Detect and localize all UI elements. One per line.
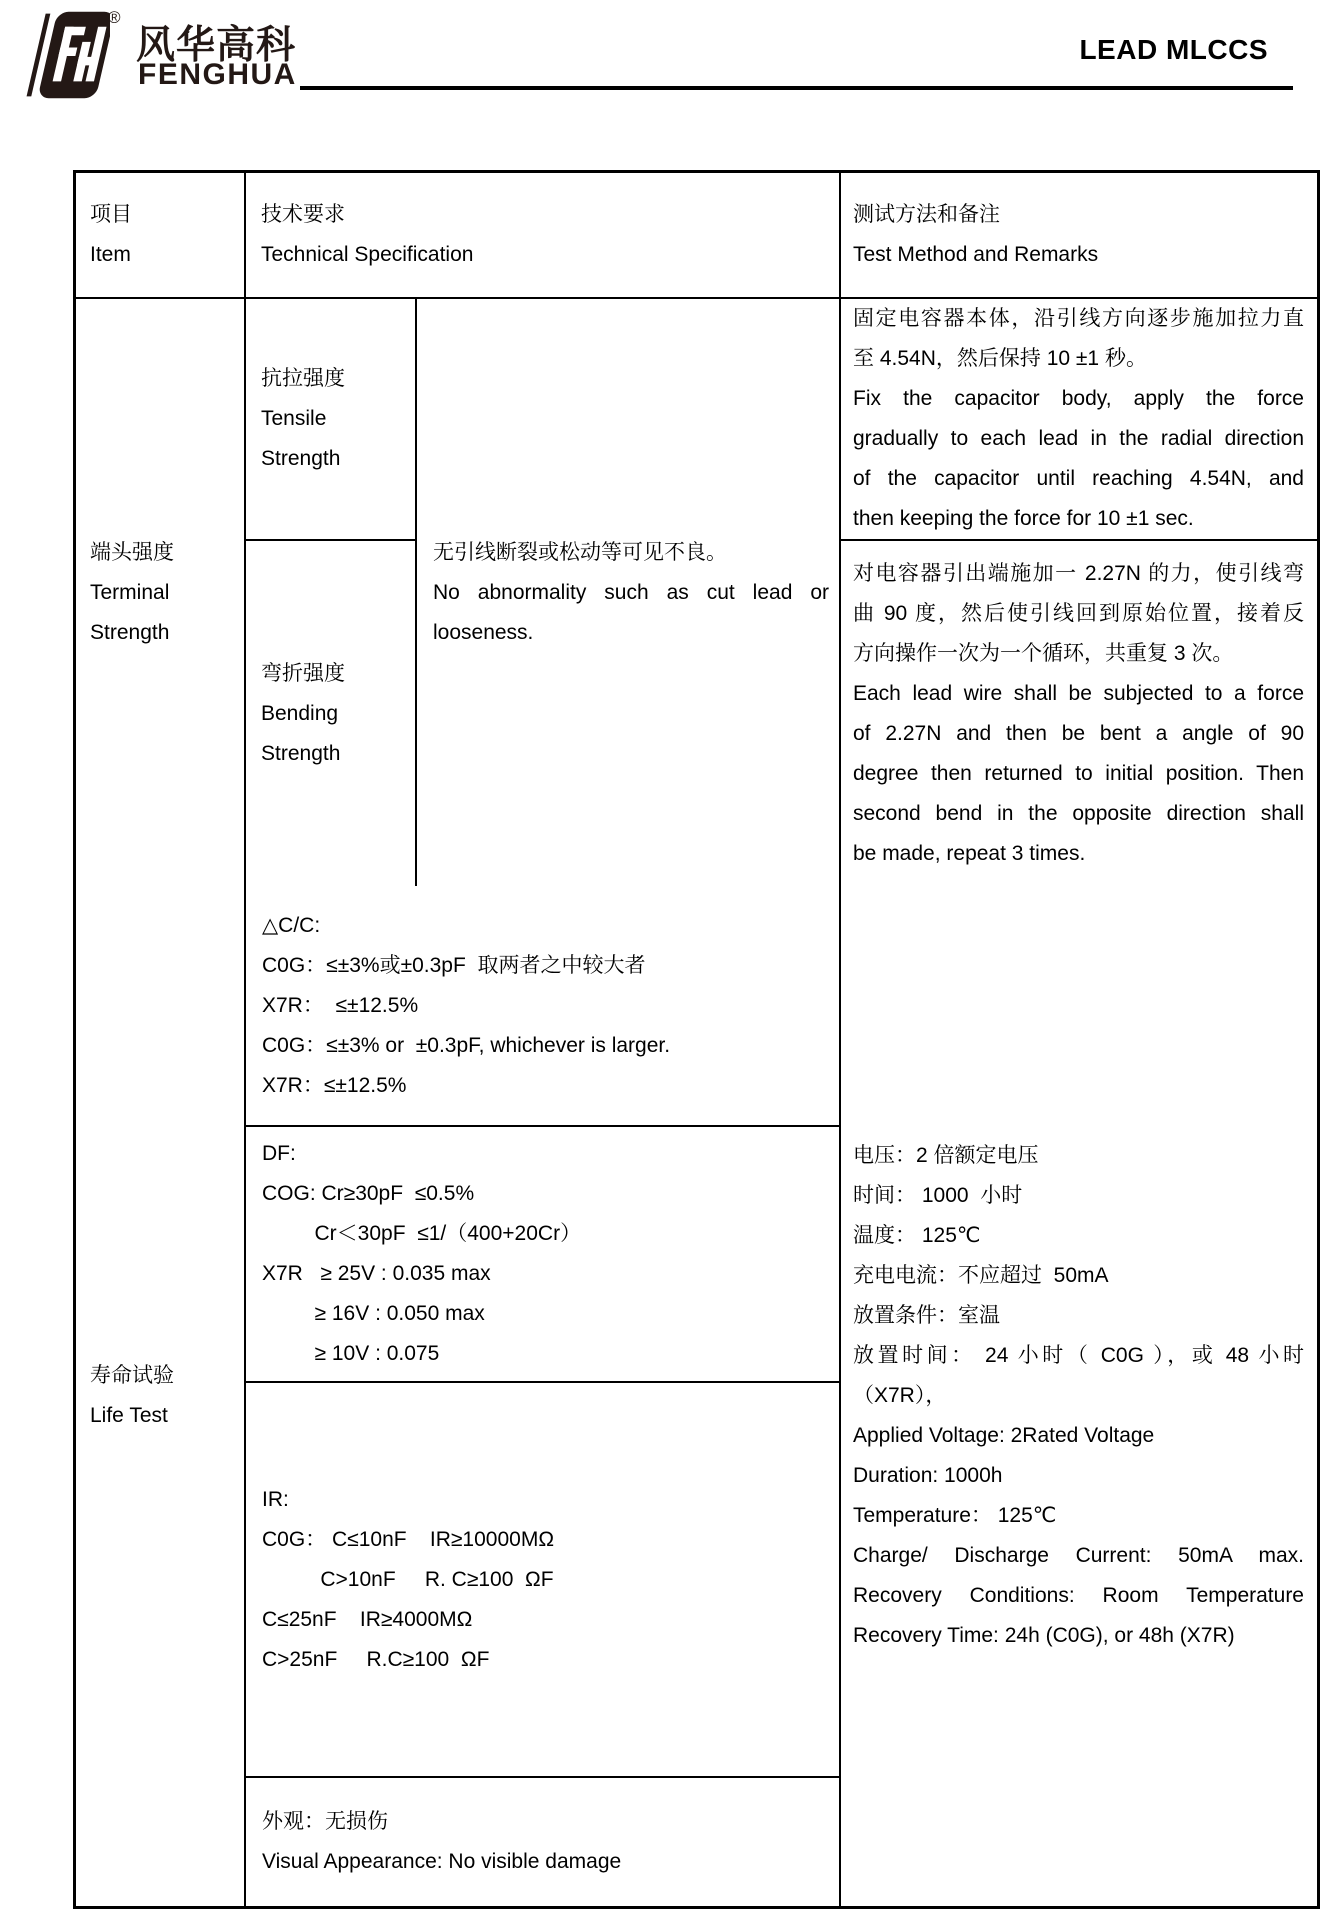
text-line: 外观：无损伤 (262, 1810, 388, 1833)
text-line: 技术要求 (261, 203, 345, 226)
text-line: Strength (90, 620, 170, 644)
text-line: degree then returned to initial position. Then (853, 761, 1304, 785)
spec-table (73, 170, 1320, 1909)
text-line: Fix the capacitor body, apply the force (853, 387, 1304, 410)
cell-life-ir-spec (246, 1383, 841, 1778)
text-line: No abnormality such as cut lead or (433, 580, 829, 604)
text-line: IR: (262, 1487, 289, 1511)
text-line: 曲 90 度，然后使引线回到原始位置，接着反 (853, 601, 1304, 625)
cell-life-visual-appearance-spec (246, 1778, 841, 1906)
text-line: C>25nF R.C≥100 ΩF (262, 1647, 490, 1671)
text-line: 对电容器引出端施加一 2.27N 的力，使引线弯 (853, 561, 1304, 585)
text-line: 温度： 125℃ (853, 1224, 981, 1247)
text-line: （X7R）， (853, 1384, 947, 1407)
text-line: gradually to each lead in the radial direction (853, 427, 1304, 450)
text-line: 端头强度 (90, 540, 174, 564)
text-line: X7R： ≤±12.5% (262, 993, 419, 1017)
registered-mark: ® (108, 8, 121, 27)
text-line: Recovery Time: 24h (C0G), or 48h (X7R) (853, 1624, 1235, 1647)
text-line: then keeping the force for 10 ±1 sec. (853, 507, 1194, 530)
text-line: Each lead wire shall be subjected to a force (853, 681, 1304, 705)
text-line: be made, repeat 3 times. (853, 841, 1086, 865)
text-line: Technical Specification (261, 243, 474, 266)
page-header (0, 0, 1340, 100)
text-line: 项目 (90, 203, 132, 226)
text-line: 固定电容器本体，沿引线方向逐步施加拉力直 (853, 307, 1304, 330)
text-line: COG: Cr≥30pF ≤0.5% (262, 1182, 475, 1205)
text-line: 测试方法和备注 (853, 203, 1000, 226)
text-line: 方向操作一次为一个循环，共重复 3 次。 (853, 641, 1234, 665)
text-line: 无引线断裂或松动等可见不良。 (433, 540, 727, 564)
text-line: Test Method and Remarks (853, 243, 1099, 266)
cell-terminal-strength-spec (417, 299, 841, 886)
row-label-life-test (76, 886, 246, 1906)
text-line: DF: (262, 1142, 296, 1165)
text-line: X7R：≤±12.5% (262, 1073, 407, 1097)
text-line: C≤25nF IR≥4000MΩ (262, 1607, 473, 1631)
text-line: looseness. (433, 620, 534, 644)
text-line: Strength (261, 741, 341, 765)
text-line: C0G：≤±3%或±0.3pF 取两者之中较大者 (262, 953, 646, 977)
text-line: C>10nF R. C≥100 ΩF (262, 1567, 554, 1591)
text-line: 放置时间： 24 小时（ C0G ），或 48 小时 (853, 1344, 1304, 1367)
text-line: 电压：2 倍额定电压 (853, 1144, 1039, 1167)
text-line: C0G： C≤10nF IR≥10000MΩ (262, 1527, 555, 1551)
text-line: 抗拉强度 (261, 367, 345, 390)
cell-life-test-method (841, 886, 1317, 1906)
text-line: Cr＜30pF ≤1/（400+20Cr） (262, 1222, 582, 1245)
text-line: X7R ≥ 25V : 0.035 max (262, 1262, 491, 1285)
text-line: 至 4.54N，然后保持 10 ±1 秒。 (853, 347, 1147, 370)
cell-bending-strength-label (246, 541, 417, 886)
text-line: Applied Voltage: 2Rated Voltage (853, 1424, 1155, 1447)
text-line: 寿命试验 (90, 1364, 174, 1387)
col-header-item (76, 173, 246, 299)
cell-life-capacitance-change-spec (246, 886, 841, 1127)
header-rule (300, 86, 1293, 90)
page-title: LEAD MLCCS (1079, 34, 1268, 65)
cell-bending-test-method (841, 541, 1317, 886)
text-line: Recovery Conditions: Room Temperature (853, 1584, 1304, 1607)
text-line: Terminal (90, 580, 170, 604)
text-line: 时间： 1000 小时 (853, 1184, 1023, 1207)
col-header-test-method (841, 173, 1317, 299)
text-line: Charge/ Discharge Current: 50mA max. (853, 1544, 1304, 1567)
text-line: Temperature： 125℃ (853, 1504, 1057, 1527)
col-header-technical-specification (246, 173, 841, 299)
text-line: Life Test (90, 1404, 168, 1427)
text-line: 弯折强度 (261, 661, 345, 685)
cell-tensile-strength-label (246, 299, 417, 541)
text-line: Bending (261, 701, 339, 725)
fenghua-logo-icon (14, 8, 110, 102)
cell-tensile-test-method (841, 299, 1317, 541)
text-line: Item (90, 243, 131, 266)
text-line: △C/C: (262, 913, 321, 937)
text-line: ≥ 16V : 0.050 max (262, 1302, 485, 1325)
text-line: Visual Appearance: No visible damage (262, 1850, 622, 1873)
text-line: C0G：≤±3% or ±0.3pF, whichever is larger. (262, 1033, 671, 1057)
text-line: second bend in the opposite direction shall (853, 801, 1304, 825)
text-line: Strength (261, 447, 341, 470)
logo-english-name: FENGHUA (138, 58, 297, 91)
row-label-terminal-strength (76, 299, 246, 886)
text-line: of 2.27N and then be bent a angle of 90 (853, 721, 1304, 745)
logo-chinese-name: 风华高科 (136, 24, 297, 67)
cell-life-df-spec (246, 1127, 841, 1383)
text-line: 放置条件：室温 (853, 1304, 1000, 1327)
text-line: ≥ 10V : 0.075 (262, 1342, 440, 1365)
text-line: of the capacitor until reaching 4.54N, and (853, 467, 1304, 490)
text-line: 充电电流：不应超过 50mA (853, 1264, 1109, 1287)
text-line: Duration: 1000h (853, 1464, 1003, 1487)
text-line: Tensile (261, 407, 327, 430)
